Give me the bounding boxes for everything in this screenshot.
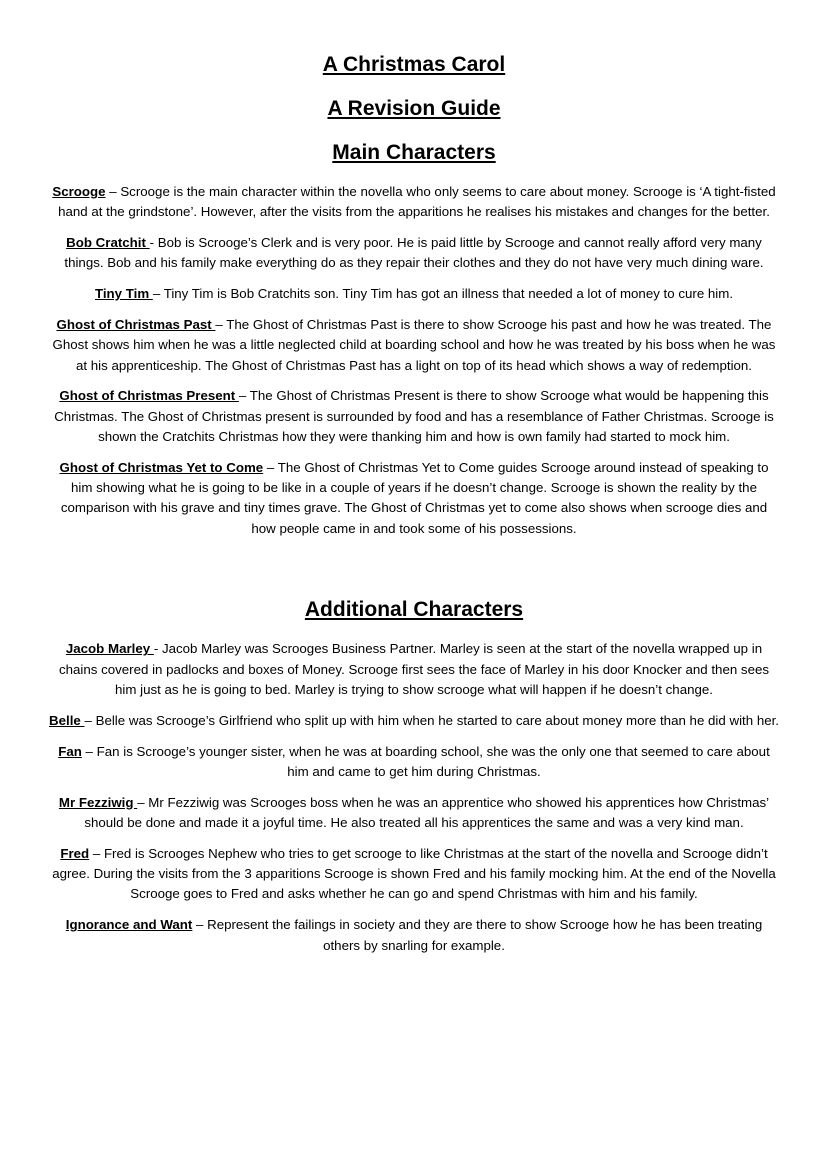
- character-entry-fred: [48, 844, 780, 905]
- character-description: – Mr Fezziwig was Scrooges boss when he was an apprentice who showed his apprentices how Christmas’ should be done and made it a joyful time. He also treated all his apprentices the same and was a very kind man.: [84, 794, 770, 831]
- character-description: – Tiny Tim is Bob Cratchits son. Tiny Tim has got an illness that needed a lot of money to cure him.: [152, 286, 734, 302]
- section-spacer: [48, 549, 780, 597]
- character-entry-mr-fezziwig: [48, 793, 780, 834]
- character-name: Mr Fezziwig: [58, 794, 138, 810]
- main-characters-heading: Main Characters: [332, 141, 496, 164]
- character-entry-ghost-past: [48, 315, 780, 376]
- character-description: – The Ghost of Christmas Present is there to show Scrooge what would be happening this Christmas. The Ghost of Christmas present is surrounded by food and has a resemblance of Father Christmas. Scrooge is shown the Cratchits Christmas how they were thanking him and how is own family had started to mock him.: [54, 388, 774, 444]
- character-entry-scrooge: [48, 182, 780, 223]
- character-name: Bob Cratchit: [66, 235, 150, 251]
- character-name: Ghost of Christmas Present: [59, 388, 239, 404]
- character-description: – The Ghost of Christmas Yet to Come guides Scrooge around instead of speaking to him showing what he is going to be like in a couple of years if he doesn’t change. Scrooge is shown the reality by the comparison with his grave and tiny times grave. The Ghost of Christmas yet to come also shows when scrooge dies and how people came in and took some of his possessions.: [60, 459, 769, 536]
- character-description: – The Ghost of Christmas Past is there to show Scrooge his past and how he was treated. The Ghost shows him when he was a little neglected child at boarding school and how he was treated by his boss when he was at his apprenticeship. The Ghost of Christmas Past has a light on top of its head which shows a way of redemption.: [52, 316, 776, 373]
- additional-characters-heading: Additional Characters: [304, 598, 524, 622]
- character-entry-ghost-yet-to-come: [48, 458, 780, 539]
- character-entry-bob-cratchit: [48, 233, 780, 274]
- character-name: Ignorance and Want: [65, 917, 193, 933]
- character-description: - Bob is Scrooge’s Clerk and is very poor. He is paid little by Scrooge and cannot really afford very many things. Bob and his family make everything do as they repair their clothes and they do not have very much dining ware.: [64, 235, 764, 271]
- document-title: A Christmas Carol: [322, 53, 506, 76]
- main-characters-section: [48, 182, 780, 539]
- additional-characters-section: [48, 639, 780, 955]
- character-description: – Fred is Scrooges Nephew who tries to get scrooge to like Christmas at the start of the novella and Scrooge didn’t agree. During the visits from the 3 apparitions Scrooge is shown Fred and his family mocking him. At the end of the Novella Scrooge goes to Fred and asks whether he can go and spend Christmas with him and his family.: [52, 845, 776, 902]
- character-name: Ghost of Christmas Yet to Come: [59, 459, 264, 475]
- character-description: – Represent the failings in society and they are there to show Scrooge how he has been treating others by snarling for example.: [192, 917, 763, 953]
- character-description: – Belle was Scrooge’s Girlfriend who split up with him when he started to care about money more than he did with her.: [84, 712, 779, 728]
- character-name: Fan: [58, 743, 82, 759]
- character-entry-fan: [48, 742, 780, 783]
- character-description: – Scrooge is the main character within the novella who only seems to care about money. Scrooge is ‘A tight-fisted hand at the grindstone’. However, after the visits from the apparitions he realises his mistakes and changes for the better.: [58, 184, 776, 220]
- character-description: – Fan is Scrooge’s younger sister, when he was at boarding school, she was the only one that seemed to care about him and came to get him during Christmas.: [81, 743, 770, 779]
- document-subtitle: A Revision Guide: [327, 97, 501, 120]
- character-entry-tiny-tim: [48, 284, 780, 304]
- character-name: Belle: [49, 712, 85, 728]
- character-entry-ignorance-and-want: [48, 915, 780, 956]
- character-name: Jacob Marley: [65, 641, 154, 657]
- character-entry-belle: [48, 711, 780, 731]
- character-name: Fred: [60, 845, 90, 861]
- character-name: Ghost of Christmas Past: [56, 316, 216, 332]
- character-entry-ghost-present: [48, 386, 780, 447]
- character-description: - Jacob Marley was Scrooges Business Partner. Marley is seen at the start of the novella wrapped up in chains covered in padlocks and boxes of Money. Scrooge first sees the face of Marley in his door Knocker and then sees him just as he is going to bed. Marley is trying to show scrooge what will happen if he doesn’t change.: [58, 641, 770, 698]
- character-name: Tiny Tim: [94, 286, 153, 302]
- character-entry-jacob-marley: [48, 639, 780, 700]
- character-name: Scrooge: [52, 184, 106, 199]
